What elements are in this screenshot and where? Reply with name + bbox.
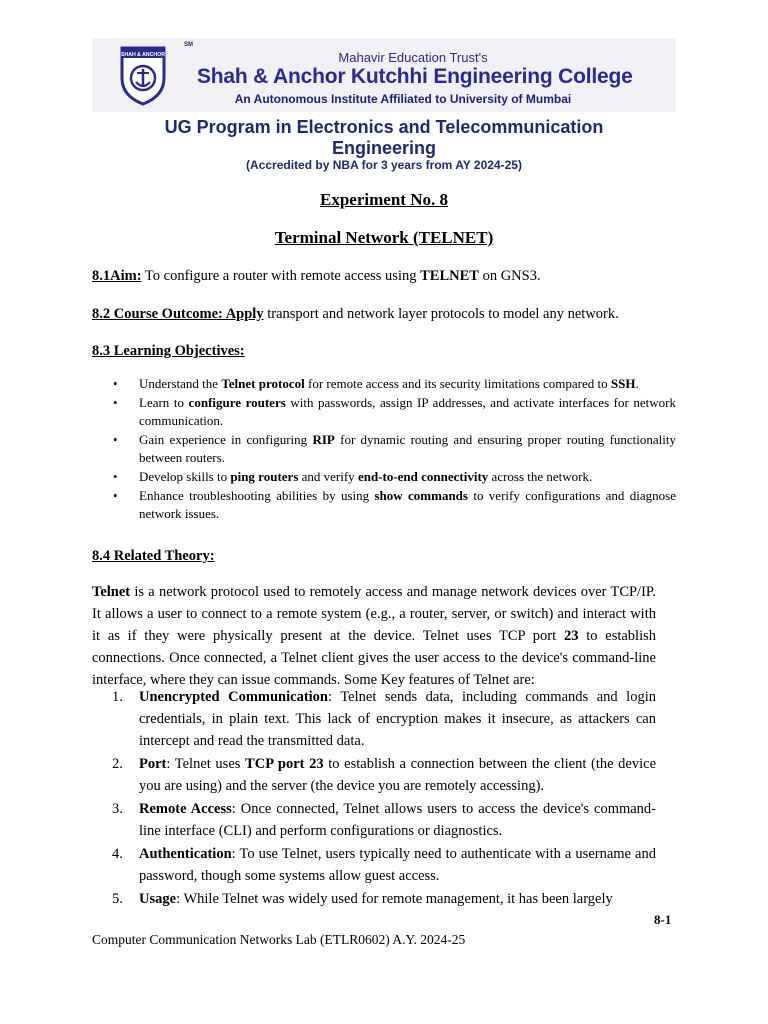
learning-objectives-label: 8.3 Learning Objectives:: [92, 343, 245, 359]
item-bold: Remote Access: [139, 801, 232, 817]
list-item: [92, 468, 676, 486]
item-bold: Port: [139, 756, 167, 772]
item-bold: show commands: [374, 488, 468, 503]
item-number: 1.: [112, 689, 123, 705]
list-item: [92, 888, 656, 910]
list-item: [92, 394, 676, 430]
logo-text: SHAH & ANCHOR: [121, 52, 165, 58]
related-theory-heading: [92, 546, 676, 567]
features-list: [92, 686, 656, 911]
experiment-title: Experiment No. 8: [320, 190, 448, 209]
item-bold: Telnet protocol: [221, 376, 305, 391]
objectives-list: [92, 375, 676, 524]
program-title-line2: Engineering: [331, 138, 436, 158]
item-text: Develop skills to: [139, 469, 231, 484]
college-banner: [92, 38, 676, 112]
item-text: .: [635, 376, 639, 391]
list-item: [92, 431, 676, 467]
item-number: 3.: [112, 801, 123, 817]
item-text: to establish a connection between the client (the device you are using) and the server (the device you are remotely accessing).: [139, 756, 657, 794]
item-text: Learn to: [139, 395, 189, 410]
item-number: 4.: [112, 846, 123, 862]
item-number: 2.: [112, 756, 123, 772]
item-bold: end-to-end connectivity: [357, 469, 489, 484]
list-item: [92, 843, 656, 887]
item-bold: Authentication: [139, 846, 232, 862]
page-footer: Computer Communication Networks Lab (ETLR0602) A.Y. 2024-25: [92, 932, 466, 947]
item-text: for remote access and its security limitations compared to: [304, 376, 611, 391]
logo-mark: SM: [184, 42, 193, 48]
item-text: and verify: [298, 469, 358, 484]
item-text: : Once connected, Telnet allows users to access the device's command-line interface (CLI) and perform configurations or diagnostics.: [139, 801, 657, 839]
theory-bold: Telnet: [92, 584, 131, 600]
course-outcome-section: [92, 304, 676, 325]
item-text: for dynamic routing and ensuring proper routing functionality between routers.: [139, 432, 676, 465]
theory-paragraph: [92, 581, 656, 691]
item-bold: configure routers: [188, 395, 286, 410]
college-name: Shah & Anchor Kutchhi Engineering College: [197, 65, 633, 88]
accreditation-note: (Accredited by NBA for 3 years from AY 2024-25): [246, 158, 522, 172]
learning-objectives-heading: [92, 341, 676, 362]
item-bold: RIP: [312, 432, 335, 447]
item-text: to verify configurations and diagnose network issues.: [139, 488, 676, 521]
item-bold: Unencrypted Communication: [139, 689, 328, 705]
item-text: Enhance troubleshooting abilities by using: [139, 488, 375, 503]
related-theory-label: 8.4 Related Theory:: [92, 548, 215, 564]
aim-bold: TELNET: [420, 268, 479, 284]
theory-port: 23: [563, 628, 579, 644]
item-bold: SSH: [610, 376, 636, 391]
aim-label: 8.1Aim:: [92, 268, 142, 284]
course-outcome-label: 8.2 Course Outcome: Apply: [92, 306, 264, 322]
item-text: across the network.: [488, 469, 593, 484]
item-bold: Usage: [139, 891, 177, 907]
aim-text-2: on GNS3.: [478, 268, 541, 284]
item-text: : While Telnet was widely used for remote management, it has been largely: [176, 891, 613, 907]
aim-section: [92, 266, 676, 287]
experiment-subtitle: Terminal Network (TELNET): [274, 228, 494, 247]
program-title-line1: UG Program in Electronics and Telecommunication: [164, 117, 604, 137]
item-text: : Telnet uses: [166, 756, 246, 772]
item-text: : Telnet sends data, including commands and login credentials, in plain text. This lack of encryption makes it insecure, as attackers can intercept and read the transmitted data.: [139, 689, 656, 749]
item-text: Understand the: [139, 376, 222, 391]
aim-text-1: To configure a router with remote access using: [141, 268, 421, 284]
list-item: [92, 686, 656, 752]
list-item: [92, 798, 656, 842]
item-text: Gain experience in configuring: [139, 432, 313, 447]
theory-text-2: to establish connections. Once connected, a Telnet client gives the user access to the device's command-line interface, where they can issue commands. Some Key features of Telnet are:: [92, 628, 657, 688]
theory-text-1: is a network protocol used to remotely access and manage network devices over TCP/IP. It allows a user to connect to a remote system (e.g., a router, server, or switch) and interact with it as if they were physically present at the device. Telnet uses TCP port: [92, 584, 656, 644]
item-text: with passwords, assign IP addresses, and activate interfaces for network communication.: [139, 395, 677, 428]
affiliation: An Autonomous Institute Affiliated to University of Mumbai: [234, 92, 572, 106]
list-item: [92, 487, 676, 523]
page-number: 8-1: [654, 912, 672, 927]
item-text: : To use Telnet, users typically need to authenticate with a username and password, though some systems allow guest access.: [139, 846, 656, 884]
list-item: [92, 375, 676, 393]
list-item: [92, 753, 656, 797]
trust-name: Mahavir Education Trust's: [338, 50, 488, 65]
item-bold: TCP port 23: [245, 756, 324, 772]
item-number: 5.: [112, 891, 123, 907]
course-outcome-text: transport and network layer protocols to model any network.: [263, 306, 619, 322]
item-bold: ping routers: [230, 469, 299, 484]
